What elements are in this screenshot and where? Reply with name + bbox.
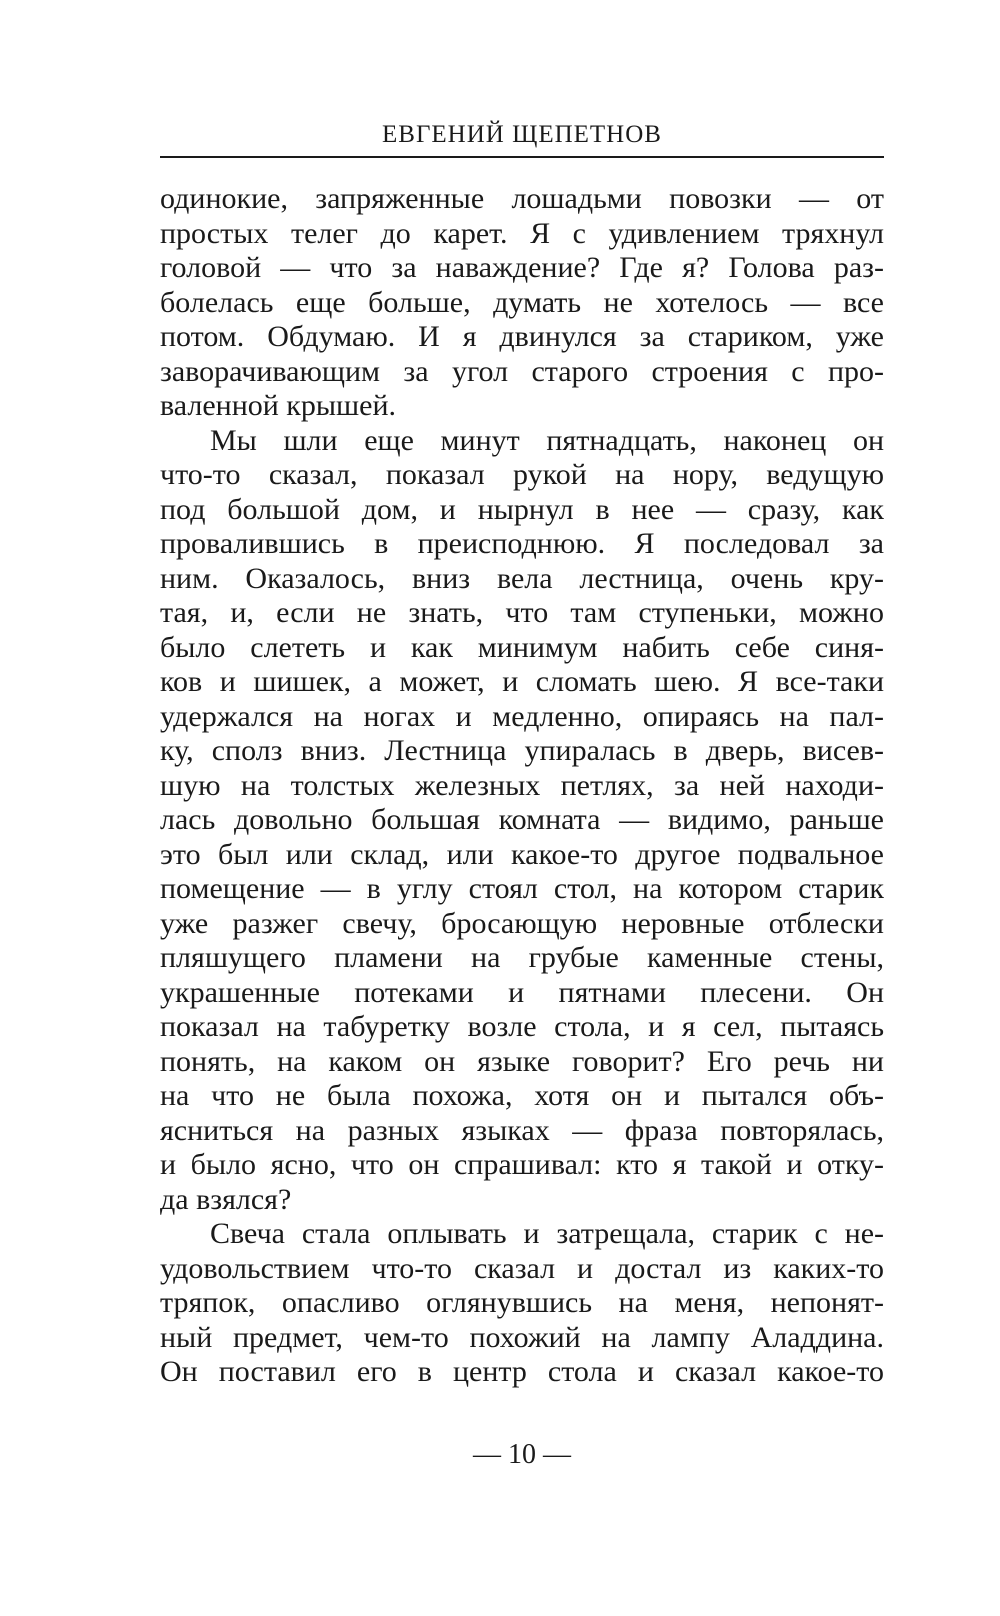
running-head: ЕВГЕНИЙ ЩЕПЕТНОВ [382,121,662,148]
text-line: да взялся? [160,1182,292,1216]
text-line: ним. Оказалось, вниз вела лестница, очень кру- [160,561,884,595]
text-line: ку, сполз вниз. Лестница упиралась в дверь, висев- [160,734,884,767]
text-line: это был или склад, или какое-то другое подвальное [160,837,884,871]
text-line: что-то сказал, показал рукой на нору, ведущую [160,458,884,491]
text-line: украшенные потеками и пятнами плесени. Он [160,975,884,1009]
text-line: болелась еще больше, думать не хотелось — все [160,285,884,319]
header-rule [160,156,884,158]
text-line: ный предмет, чем-то похожий на лампу Аладдина. [160,1320,884,1354]
text-line: шую на толстых железных петлях, за ней находи- [160,768,884,802]
text-line: тая, и, если не знать, что там ступеньки, можно [160,596,884,629]
text-line: провалившись в преисподнюю. Я последовал за [160,527,884,560]
text-line: помещение — в углу стоял стол, на котором старик [160,872,884,905]
text-line: одинокие, запряженные лошадьми повозки — от [160,182,884,215]
text-line: тряпок, опасливо оглянувшись на меня, непонят- [160,1286,884,1319]
text-line: валенной крышей. [160,389,397,422]
text-line: ясниться на разных языках — фраза повторялась, [160,1113,884,1147]
text-line: ков и шишек, а может, и сломать шею. Я все-таки [160,665,884,698]
text-line: головой — что за наваждение? Где я? Голова раз- [160,251,884,284]
text-line: лась довольно большая комната — видимо, раньше [160,803,884,836]
text-line: простых телег до карет. Я с удивлением тряхнул [160,216,884,250]
text-line: понять, на каком он языке говорит? Его речь ни [160,1044,884,1078]
text-line: заворачивающим за угол старого строения с про- [160,354,884,388]
body-text [160,182,884,1390]
paragraph-start-line: Мы шли еще минут пятнадцать, наконец он [210,423,884,457]
text-line: пляшущего пламени на грубые каменные стены, [160,941,884,974]
text-line: на что не была похожа, хотя он и пытался объ- [160,1079,884,1112]
text-line: и было ясно, что он спрашивал: кто я такой и отку- [160,1148,884,1181]
text-line: под большой дом, и нырнул в нее — сразу, как [160,492,884,526]
text-line: Он поставил его в центр стола и сказал какое-то [160,1355,884,1388]
text-line: удовольствием что-то сказал и достал из каких-то [160,1251,884,1285]
paragraph-start-line: Свеча стала оплывать и затрещала, старик с не- [210,1217,884,1250]
text-line: уже разжег свечу, бросающую неровные отблески [160,906,884,940]
page-number: — 10 — [473,1439,571,1470]
text-line: потом. Обдумаю. И я двинулся за стариком, уже [160,320,884,353]
text-line: показал на табуретку возле стола, и я сел, пытаясь [160,1010,884,1043]
text-line: было слететь и как минимум набить себе синя- [160,630,884,664]
text-line: удержался на ногах и медленно, опираясь на пал- [160,699,884,733]
